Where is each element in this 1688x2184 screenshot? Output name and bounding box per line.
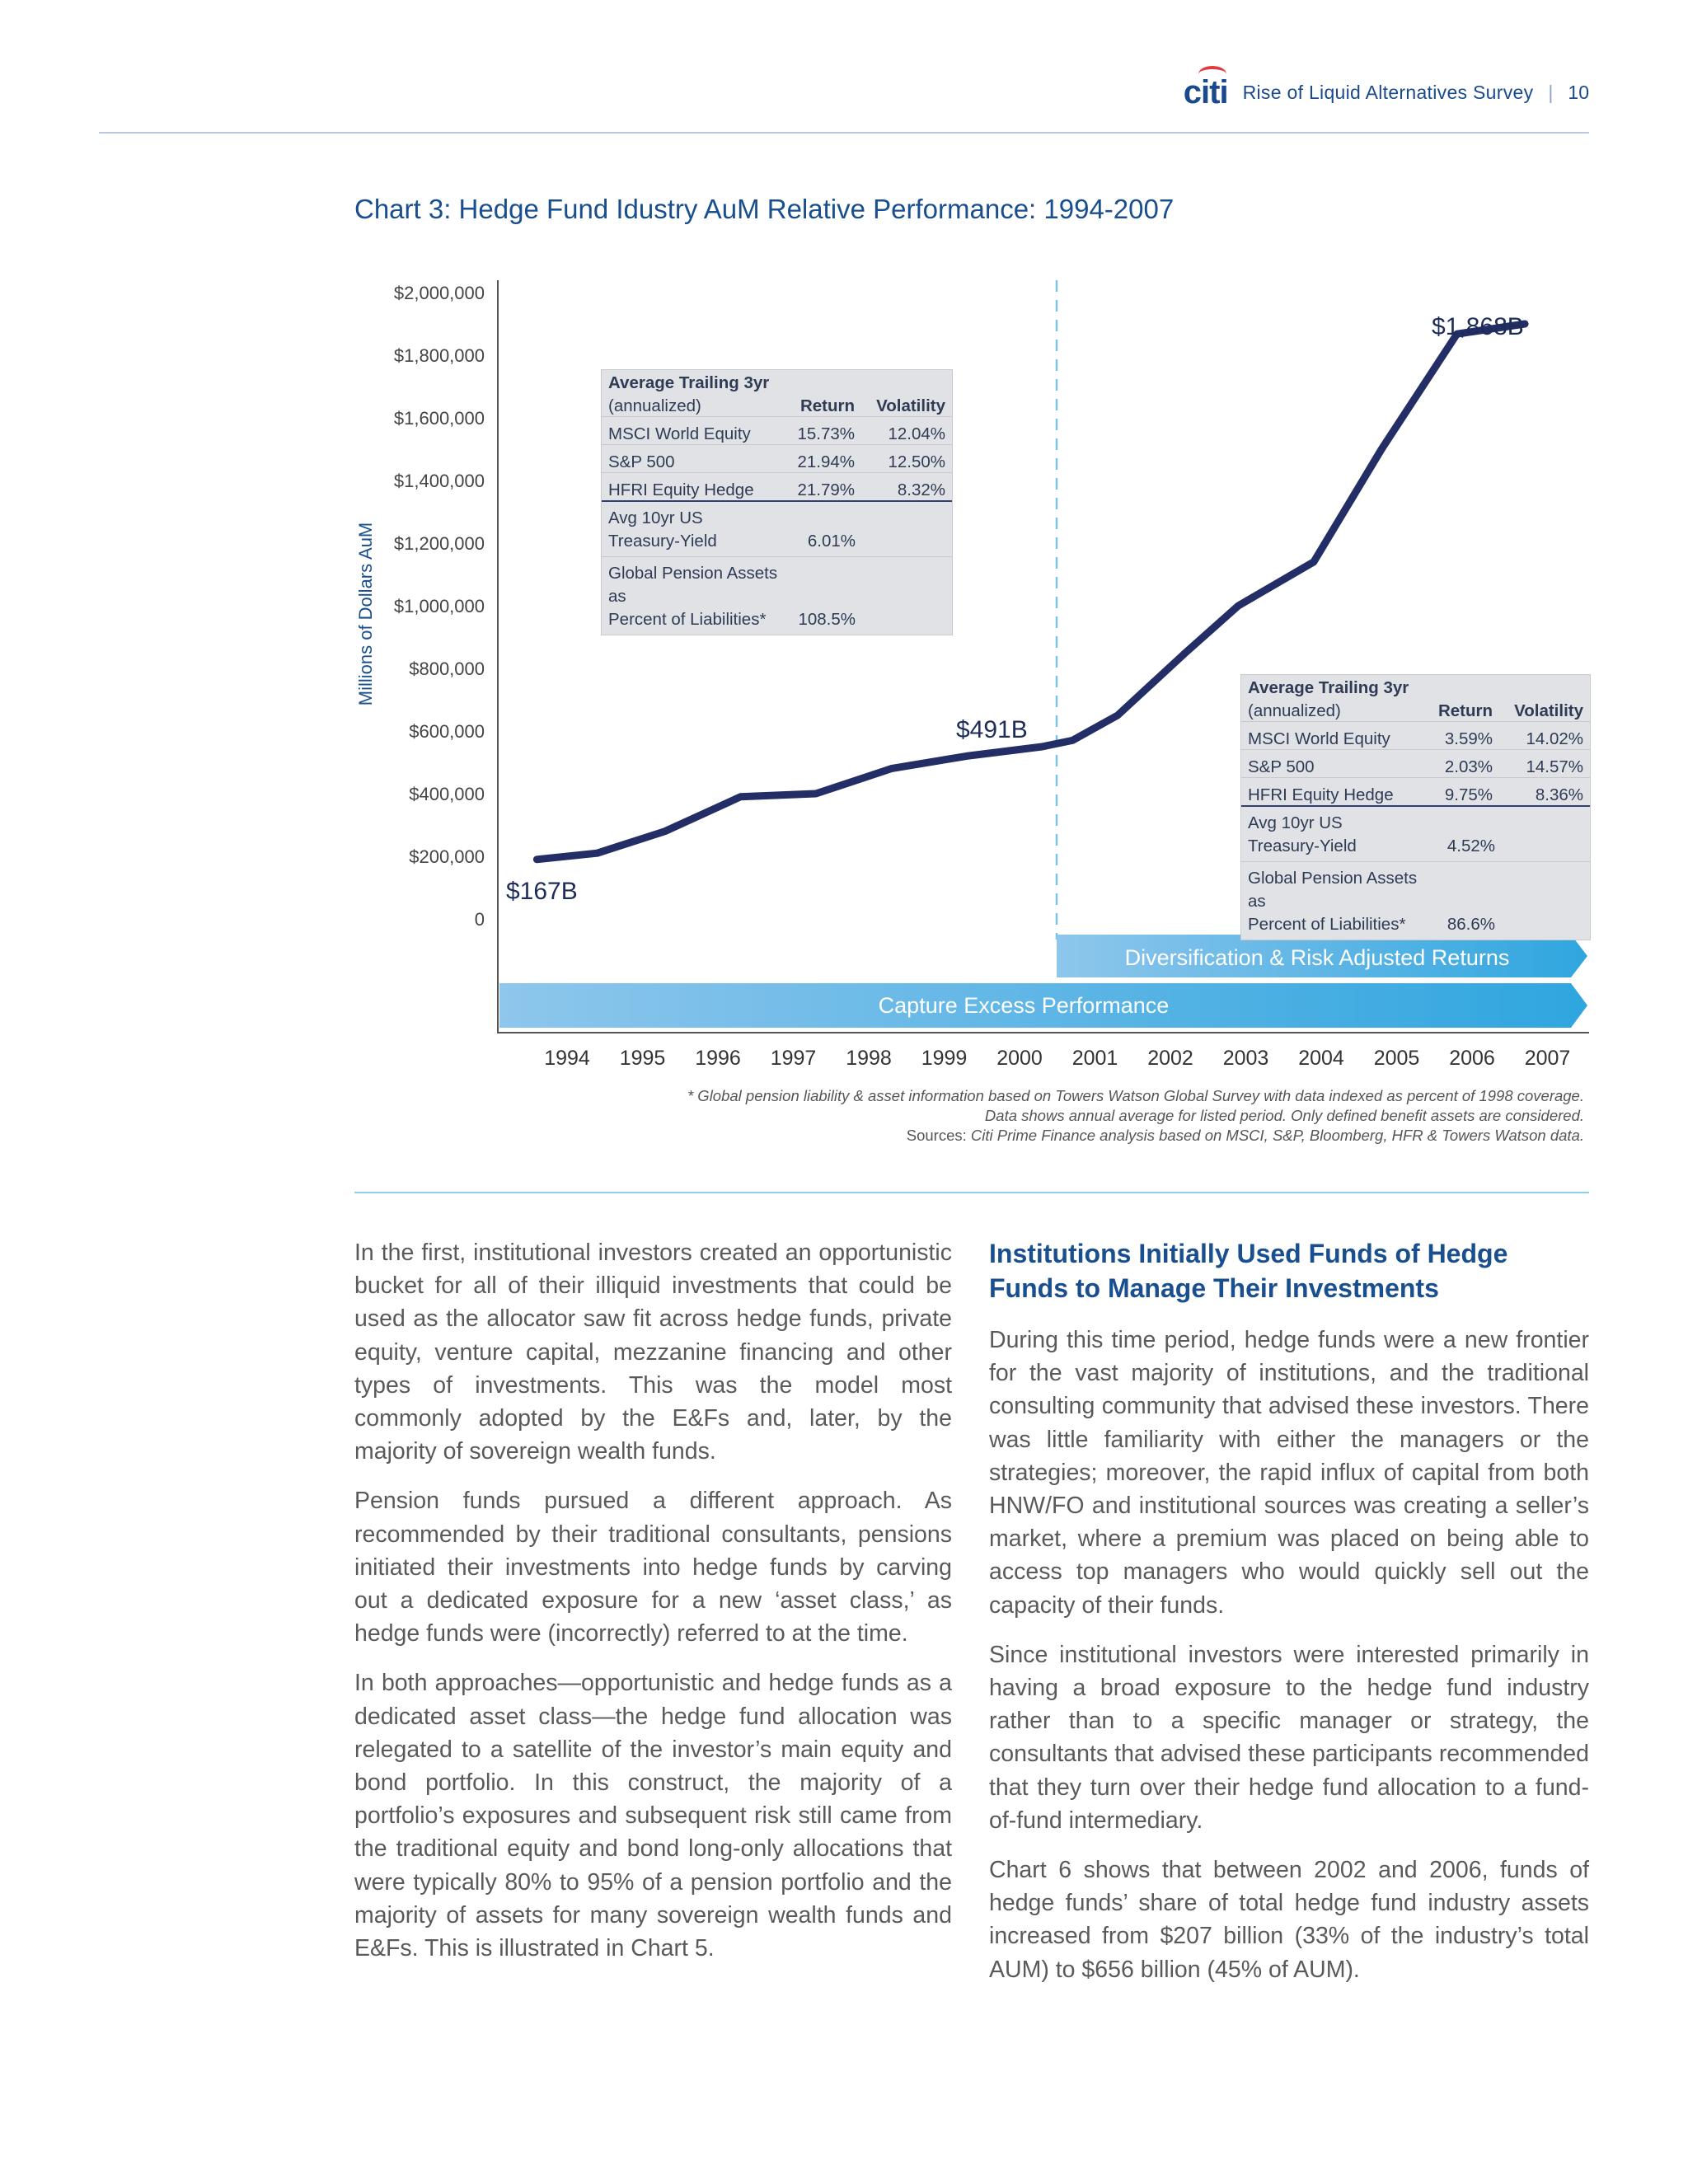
col-volatility: Volatility <box>1514 701 1583 720</box>
row-return: 2.03% <box>1444 757 1493 776</box>
stats-title: Average Trailing 3yr <box>608 373 770 392</box>
treasury-row <box>1241 807 1590 862</box>
row-return: 21.79% <box>797 480 855 499</box>
y-tick-label: $200,000 <box>409 846 485 867</box>
y-tick-label: $1,000,000 <box>393 596 485 616</box>
row-name: S&P 500 <box>1248 757 1315 776</box>
pension-label: Global Pension Assets as Percent of Liabilities* <box>608 564 778 629</box>
stats-table-late <box>1240 674 1591 940</box>
page-number: 10 <box>1568 81 1589 103</box>
chart-title: Chart 3: Hedge Fund Idustry AuM Relative Performance: 1994-2007 <box>354 194 1175 224</box>
pension-value: 108.5% <box>798 610 856 629</box>
stats-row <box>1241 722 1590 750</box>
band-capture-label: Capture Excess Performance <box>878 993 1170 1018</box>
stats-table-early <box>601 369 953 635</box>
x-tick-label: 2001 <box>1071 1047 1118 1070</box>
row-return: 21.94% <box>797 452 855 471</box>
row-volatility: 14.57% <box>1526 757 1583 776</box>
left-column <box>354 1236 952 1981</box>
paragraph: Pension funds pursued a different approach. As recommended by their traditional consultants, pensions initiated their investments into hedge funds by carving out a dedicated exposure for a new ‘asset class,’ as hedge funds were (incorrectly) referred to at the time. <box>354 1488 952 1647</box>
paragraph: In the first, institutional investors created an opportunistic bucket for all of their illiquid investments that could be used as the allocator saw fit across hedge funds, private equity, venture capital, mezzanine financing and other types of investments. This was the model most commonly adopted by the E&Fs and, later, by the majority of sovereign wealth funds. <box>354 1240 952 1465</box>
row-return: 3.59% <box>1444 729 1493 748</box>
row-volatility: 8.36% <box>1535 785 1583 804</box>
right-column <box>989 1236 1589 2003</box>
treasury-row <box>602 502 952 557</box>
row-volatility: 8.32% <box>897 480 945 499</box>
stats-subtitle: (annualized) <box>608 396 701 415</box>
callout-2000: $491B <box>956 716 1028 743</box>
x-axis-ticks <box>544 1047 1570 1070</box>
citi-logo: citi <box>1184 74 1228 111</box>
footnote-line-2: Data shows annual average for listed period. Only defined benefit assets are considered. <box>984 1107 1584 1124</box>
callout-1994: $167B <box>506 878 578 905</box>
row-volatility: 14.02% <box>1526 729 1583 748</box>
row-name: MSCI World Equity <box>608 424 751 443</box>
row-return: 15.73% <box>797 424 855 443</box>
col-return: Return <box>799 396 855 415</box>
treasury-value: 4.52% <box>1447 837 1495 855</box>
pension-row <box>1241 862 1590 940</box>
row-name: HFRI Equity Hedge <box>608 480 754 499</box>
col-return: Return <box>1437 701 1493 720</box>
stats-row <box>602 417 952 445</box>
x-tick-label: 1994 <box>544 1047 590 1070</box>
performance-bands <box>499 935 1587 1028</box>
x-tick-label: 1998 <box>846 1047 892 1070</box>
x-tick-label: 2002 <box>1147 1047 1193 1070</box>
y-tick-label: $1,800,000 <box>393 345 485 366</box>
stats-title: Average Trailing 3yr <box>1248 678 1409 697</box>
row-name: HFRI Equity Hedge <box>1248 785 1394 804</box>
stats-title-row <box>602 370 952 393</box>
treasury-label: Avg 10yr US Treasury-Yield <box>1248 813 1357 855</box>
footnote-sources: Sources: Citi Prime Finance analysis based on MSCI, S&P, Bloomberg, HFR & Towers Watson data. <box>906 1127 1584 1144</box>
treasury-label: Avg 10yr US Treasury-Yield <box>608 509 717 551</box>
y-axis-ticks <box>394 283 485 930</box>
stats-row <box>1241 778 1590 807</box>
x-tick-label: 2000 <box>996 1047 1043 1070</box>
row-name: S&P 500 <box>608 452 675 471</box>
row-return: 9.75% <box>1444 785 1493 804</box>
y-tick-label: $600,000 <box>409 721 485 742</box>
y-tick-label: $800,000 <box>409 658 485 679</box>
pension-value: 86.6% <box>1447 915 1495 934</box>
y-tick-label: 0 <box>474 909 485 930</box>
x-tick-label: 1996 <box>695 1047 741 1070</box>
row-name: MSCI World Equity <box>1248 729 1390 748</box>
paragraph: Since institutional investors were interested primarily in having a broad exposure to the hedge fund industry rather than to a specific manager or strategy, the consultants that advised these participants recommended that they turn over their hedge fund allocation to a fund-of-fund intermediary. <box>989 1641 1589 1834</box>
row-volatility: 12.50% <box>888 452 945 471</box>
treasury-value: 6.01% <box>807 532 856 551</box>
header-separator: | <box>1548 81 1554 103</box>
stats-row <box>602 473 952 502</box>
y-tick-label: $2,000,000 <box>393 283 485 303</box>
section-heading: Institutions Initially Used Funds of Hedge Funds to Manage Their Investments <box>989 1239 1508 1303</box>
pension-label: Global Pension Assets as Percent of Liabilities* <box>1248 869 1418 934</box>
y-axis-label: Millions of Dollars AuM <box>355 522 376 706</box>
x-tick-label: 2004 <box>1298 1047 1344 1070</box>
report-title: Rise of Liquid Alternatives Survey <box>1242 81 1534 103</box>
paragraph: Chart 6 shows that between 2002 and 2006, funds of hedge funds’ share of total hedge fund industry assets increased from $207 billion (33% of the industry’s total AUM) to $656 billion (45% of AUM). <box>989 1857 1589 1983</box>
x-tick-label: 1995 <box>619 1047 666 1070</box>
pension-row <box>602 557 952 635</box>
section-rule <box>354 1192 1589 1193</box>
y-tick-label: $400,000 <box>409 784 485 804</box>
y-tick-label: $1,200,000 <box>393 533 485 554</box>
x-tick-label: 2006 <box>1449 1047 1495 1070</box>
x-tick-label: 2007 <box>1524 1047 1571 1070</box>
y-tick-label: $1,400,000 <box>393 471 485 491</box>
row-volatility: 12.04% <box>888 424 945 443</box>
footnote-line-1: * Global pension liability & asset information based on Towers Watson Global Survey with data indexed as percent of 1998 coverage. <box>687 1087 1584 1104</box>
paragraph: In both approaches—opportunistic and hedge funds as a dedicated asset class—the hedge fund allocation was relegated to a satellite of the investor’s main equity and bond portfolio. In this construct, the majority of a portfolio’s exposures and subsequent risk still came from the traditional equity and bond long-only allocations that were typically 80% to 95% of a pension portfolio and the majority of assets for many sovereign wealth funds and E&Fs. This is illustrated in Chart 5. <box>354 1670 952 1962</box>
chart-footnote <box>430 1086 1584 1146</box>
y-tick-label: $1,600,000 <box>393 408 485 429</box>
x-tick-label: 2003 <box>1222 1047 1269 1070</box>
col-volatility: Volatility <box>876 396 945 415</box>
stats-header-row <box>602 393 952 417</box>
callout-2007: $1,868B <box>1432 313 1524 340</box>
stats-title-row <box>1241 675 1590 698</box>
x-tick-label: 2005 <box>1373 1047 1420 1070</box>
stats-row <box>602 445 952 473</box>
x-tick-label: 1999 <box>921 1047 968 1070</box>
band-diversification-label: Diversification & Risk Adjusted Returns <box>1124 945 1510 970</box>
paragraph: During this time period, hedge funds were a new frontier for the vast majority of institutions, and the traditional consulting community that advised these investors. There was little familiarity with either the managers or the strategies; moreover, the rapid influx of capital from both HNW/FO and institutional sources was creating a seller’s market, where a premium was placed on being able to access top managers who would quickly sell out the capacity of their funds. <box>989 1327 1589 1619</box>
x-tick-label: 1997 <box>770 1047 817 1070</box>
stats-subtitle: (annualized) <box>1248 701 1341 720</box>
stats-header-row <box>1241 698 1590 722</box>
stats-row <box>1241 750 1590 778</box>
